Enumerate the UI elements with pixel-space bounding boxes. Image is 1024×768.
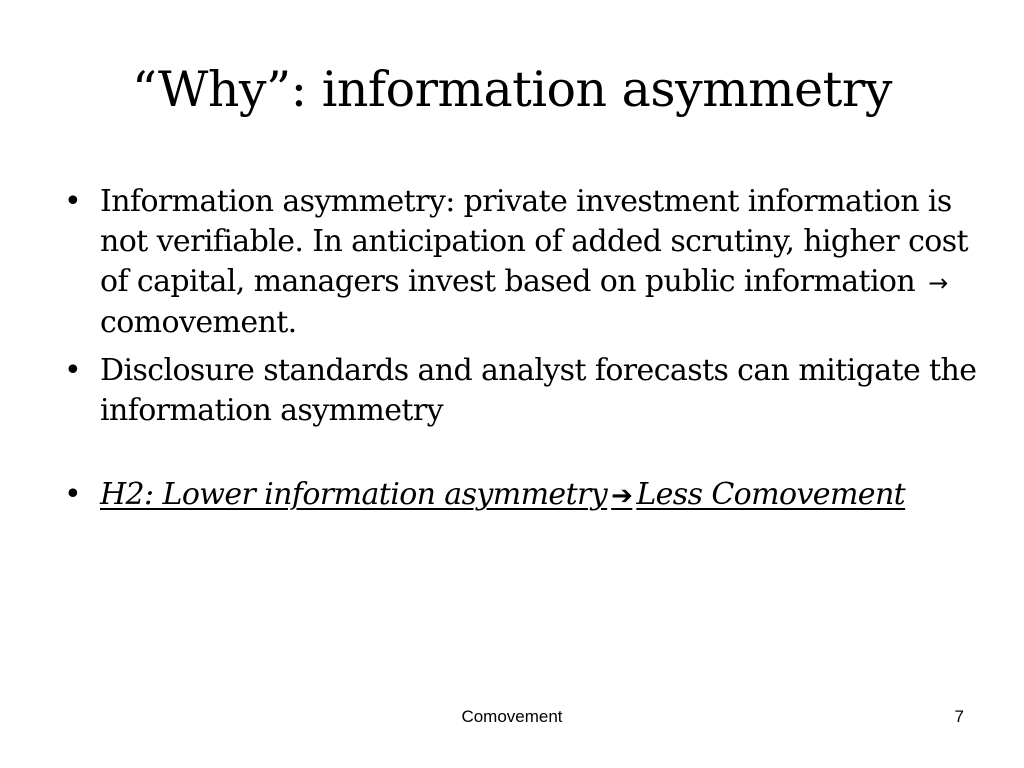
bullet-text: Information asymmetry: private investment information is not verifiable. In anticipation of added scrutiny, higher cost of capital, managers invest based on public information: [100, 184, 968, 299]
bold-arrow-right-icon: ➔: [611, 481, 633, 511]
bullet-text-end: comovement.: [100, 305, 297, 340]
footer-label: Comovement: [461, 707, 563, 726]
hypothesis-bullet: [60, 475, 980, 516]
bullet-item: [60, 182, 980, 343]
arrow-right-icon: →: [928, 269, 948, 297]
hypothesis-premise: H2: Lower information asymmetry: [100, 477, 608, 512]
bullet-icon: •: [64, 477, 82, 512]
hypothesis-text: [100, 477, 905, 512]
bullet-icon: •: [64, 353, 82, 388]
bullet-icon: •: [64, 184, 82, 219]
page-number: 7: [954, 707, 964, 726]
hypothesis-conclusion: Less Comovement: [636, 477, 906, 512]
slide-title: “Why”: information asymmetry: [132, 61, 892, 118]
bullet-item: [60, 351, 980, 431]
bullet-text: Disclosure standards and analyst forecasts can mitigate the information asymmetry: [100, 353, 977, 428]
bullet-list: [60, 182, 980, 516]
